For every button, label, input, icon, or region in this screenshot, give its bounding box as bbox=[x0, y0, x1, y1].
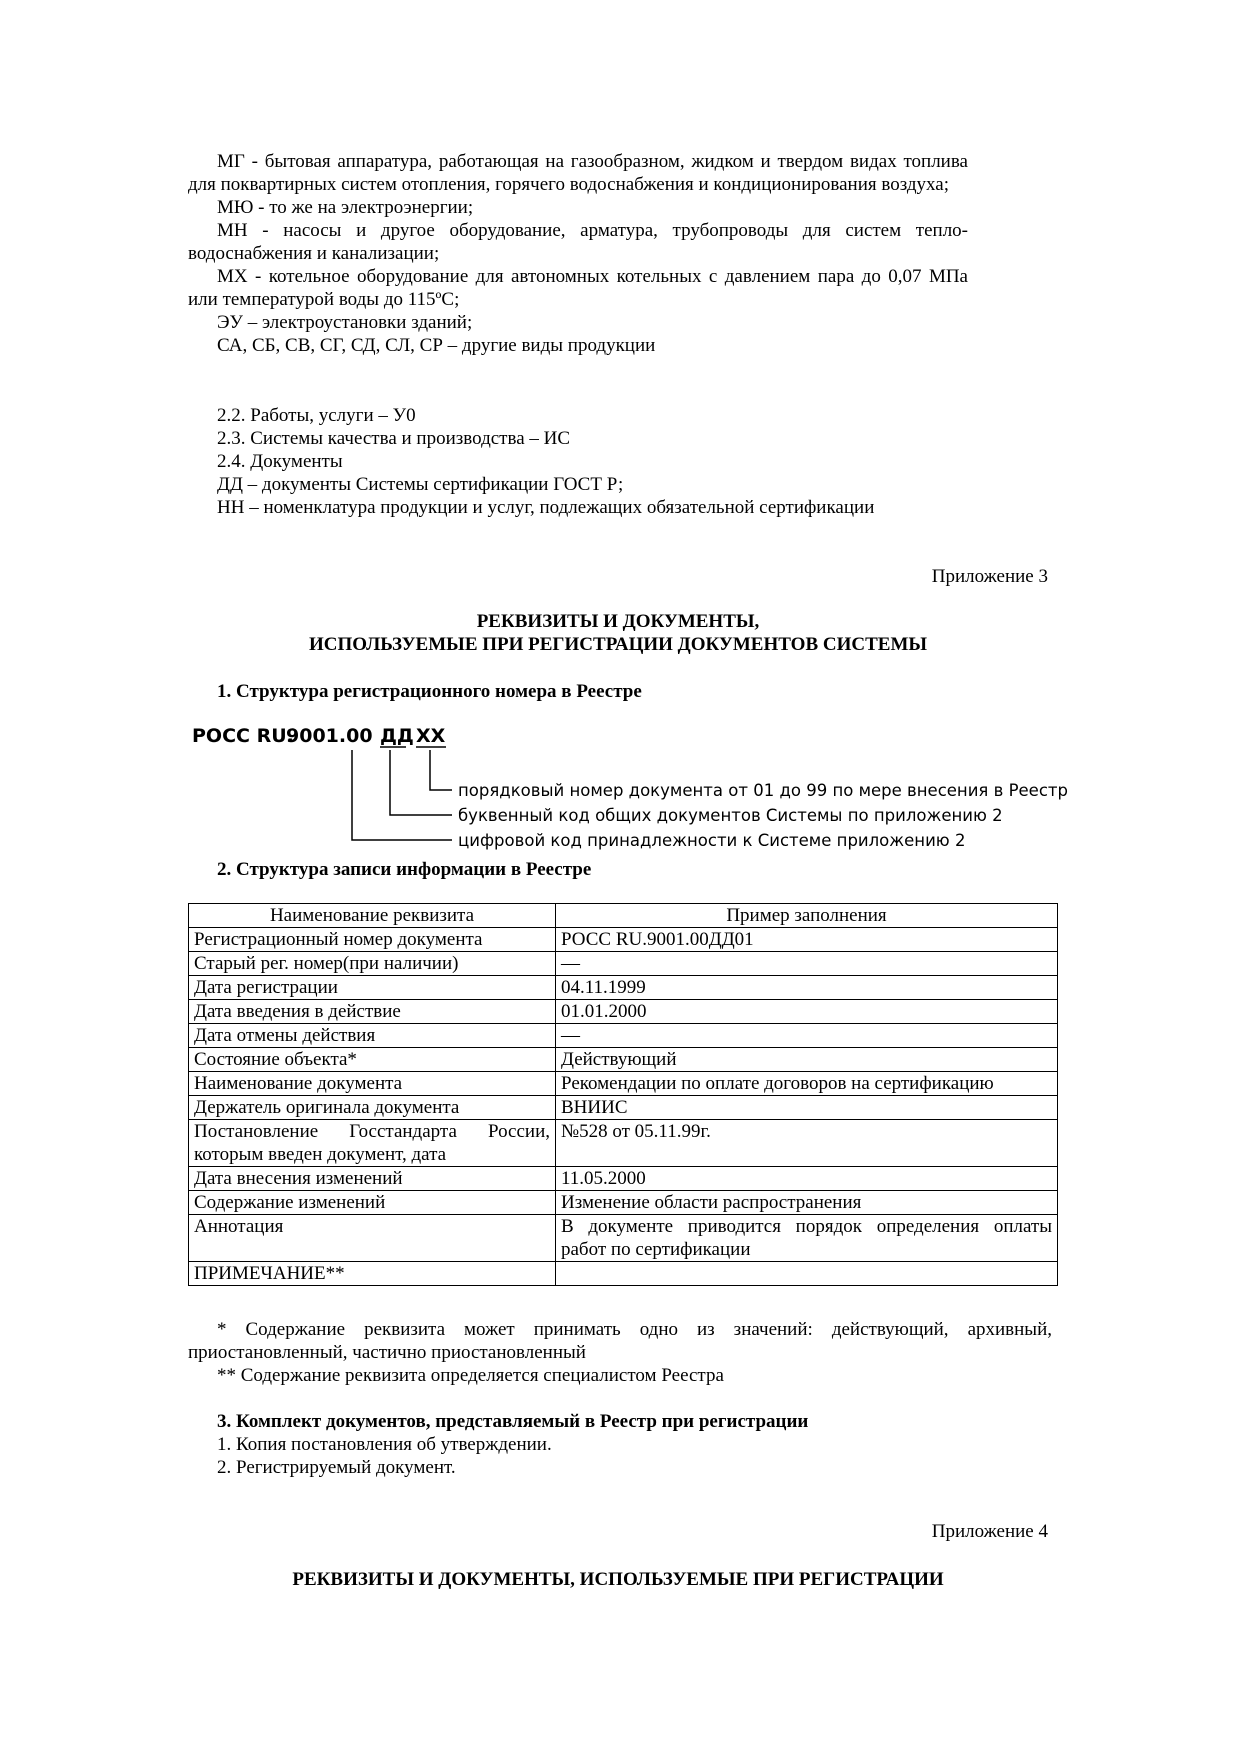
table-cell: Постановление Госстандарта России, которым введен документ, дата bbox=[189, 1120, 556, 1167]
label-letter-code: буквенный код общих документов Системы по приложению 2 bbox=[458, 806, 1003, 825]
paragraph-other: СА, СБ, СВ, СГ, СД, СЛ, СР – другие виды продукции bbox=[217, 335, 656, 356]
reg-number-system-code: 9001.00 bbox=[286, 725, 373, 747]
table-cell: Наименование документа bbox=[189, 1072, 556, 1096]
table-cell: Рекомендации по оплате договоров на сертификацию bbox=[556, 1072, 1058, 1096]
table-cell: Дата введения в действие bbox=[189, 1000, 556, 1024]
table-row bbox=[189, 1000, 1058, 1024]
table-cell: Дата внесения изменений bbox=[189, 1167, 556, 1191]
table-cell: Регистрационный номер документа bbox=[189, 928, 556, 952]
list-item: 2.3. Системы качества и производства – ИС bbox=[217, 428, 571, 449]
section-3-heading: 3. Комплект документов, представляемый в Реестр при регистрации bbox=[217, 1411, 809, 1432]
footnote-1: * Содержание реквизита может принимать одно из значений: действующий, архивный, приостановленный, частично приостановленный bbox=[188, 1319, 1052, 1363]
product-codes-section bbox=[188, 150, 968, 357]
list-item: НН – номенклатура продукции и услуг, подлежащих обязательной сертификации bbox=[217, 497, 875, 518]
appendix-4-label: Приложение 4 bbox=[931, 1521, 1048, 1542]
section-2-heading: 2. Структура записи информации в Реестре bbox=[217, 859, 592, 880]
list-item: ДД – документы Системы сертификации ГОСТ Р; bbox=[217, 474, 624, 495]
table-row bbox=[189, 1120, 1058, 1167]
table-header-cell: Пример заполнения bbox=[556, 904, 1058, 928]
table-row bbox=[189, 928, 1058, 952]
table-row bbox=[189, 1262, 1058, 1286]
footnotes bbox=[188, 1318, 1052, 1387]
table-cell: Состояние объекта* bbox=[189, 1048, 556, 1072]
appendix-4-title: РЕКВИЗИТЫ И ДОКУМЕНТЫ, ИСПОЛЬЗУЕМЫЕ ПРИ РЕГИСТРАЦИИ bbox=[292, 1569, 944, 1590]
table-row bbox=[189, 976, 1058, 1000]
table-cell: — bbox=[556, 1024, 1058, 1048]
reg-number-sequence: ХХ bbox=[416, 725, 446, 747]
label-system-code: цифровой код принадлежности к Системе приложению 2 bbox=[458, 831, 966, 850]
registry-table bbox=[188, 903, 1058, 1286]
connector-system-code bbox=[352, 750, 452, 840]
list-item: 2. Регистрируемый документ. bbox=[217, 1457, 456, 1478]
table-row bbox=[189, 1215, 1058, 1262]
table-cell: Дата отмены действия bbox=[189, 1024, 556, 1048]
table-cell: Старый рег. номер(при наличии) bbox=[189, 952, 556, 976]
list-item: 2.4. Документы bbox=[217, 451, 343, 472]
table-row bbox=[189, 1072, 1058, 1096]
registration-number-diagram bbox=[190, 720, 1085, 855]
section-2-list bbox=[217, 404, 874, 519]
paragraph-myu: МЮ - то же на электроэнергии; bbox=[217, 197, 474, 218]
table-cell bbox=[556, 1262, 1058, 1286]
appendix-3-label: Приложение 3 bbox=[931, 566, 1048, 587]
table-cell: Аннотация bbox=[189, 1215, 556, 1262]
table-row bbox=[189, 1048, 1058, 1072]
label-sequence: порядковый номер документа от 01 до 99 по мере внесения в Реестр bbox=[458, 781, 1068, 800]
table-cell: ПРИМЕЧАНИЕ** bbox=[189, 1262, 556, 1286]
table-cell: — bbox=[556, 952, 1058, 976]
table-cell: №528 от 05.11.99г. bbox=[556, 1120, 1058, 1167]
reg-number-prefix: РОСС RU. bbox=[192, 725, 294, 747]
list-item: 1. Копия постановления об утверждении. bbox=[217, 1434, 552, 1455]
table-cell: Действующий bbox=[556, 1048, 1058, 1072]
table-cell: Содержание изменений bbox=[189, 1191, 556, 1215]
table-cell: 11.05.2000 bbox=[556, 1167, 1058, 1191]
appendix-3-title-line1: РЕКВИЗИТЫ И ДОКУМЕНТЫ, bbox=[476, 611, 760, 632]
connector-sequence bbox=[430, 750, 452, 790]
table-row bbox=[189, 1096, 1058, 1120]
reg-number-letter-code: ДД bbox=[380, 725, 414, 747]
paragraph-mn: МН - насосы и другое оборудование, арматура, трубопроводы для систем тепло-водоснабжения и канализации; bbox=[188, 220, 968, 264]
table-cell: В документе приводится порядок определения оплаты работ по сертификации bbox=[556, 1215, 1058, 1262]
table-header-row bbox=[189, 904, 1058, 928]
table-cell: Держатель оригинала документа bbox=[189, 1096, 556, 1120]
paragraph-mh: МХ - котельное оборудование для автономных котельных с давлением пара до 0,07 МПа или температурой воды до 115ºС; bbox=[188, 266, 968, 310]
table-row bbox=[189, 1024, 1058, 1048]
list-item: 2.2. Работы, услуги – У0 bbox=[217, 405, 416, 426]
footnote-2: ** Содержание реквизита определяется специалистом Реестра bbox=[217, 1365, 724, 1386]
table-cell: Изменение области распространения bbox=[556, 1191, 1058, 1215]
table-cell: ВНИИС bbox=[556, 1096, 1058, 1120]
table-cell: Дата регистрации bbox=[189, 976, 556, 1000]
table-cell: РОСС RU.9001.00ДД01 bbox=[556, 928, 1058, 952]
paragraph-mg: МГ - бытовая аппаратура, работающая на газообразном, жидком и твердом видах топлива для поквартирных систем отопления, горячего водоснабжения и кондиционирования воздуха; bbox=[188, 151, 968, 195]
table-cell: 01.01.2000 bbox=[556, 1000, 1058, 1024]
connector-letter-code bbox=[390, 750, 452, 815]
table-cell: 04.11.1999 bbox=[556, 976, 1058, 1000]
section-1-heading: 1. Структура регистрационного номера в Реестре bbox=[217, 681, 642, 702]
table-header-cell: Наименование реквизита bbox=[189, 904, 556, 928]
table-row bbox=[189, 952, 1058, 976]
table-row bbox=[189, 1191, 1058, 1215]
appendix-3-title-line2: ИСПОЛЬЗУЕМЫЕ ПРИ РЕГИСТРАЦИИ ДОКУМЕНТОВ СИСТЕМЫ bbox=[308, 634, 928, 655]
section-3-list bbox=[217, 1433, 552, 1479]
paragraph-eu: ЭУ – электроустановки зданий; bbox=[217, 312, 473, 333]
table-row bbox=[189, 1167, 1058, 1191]
